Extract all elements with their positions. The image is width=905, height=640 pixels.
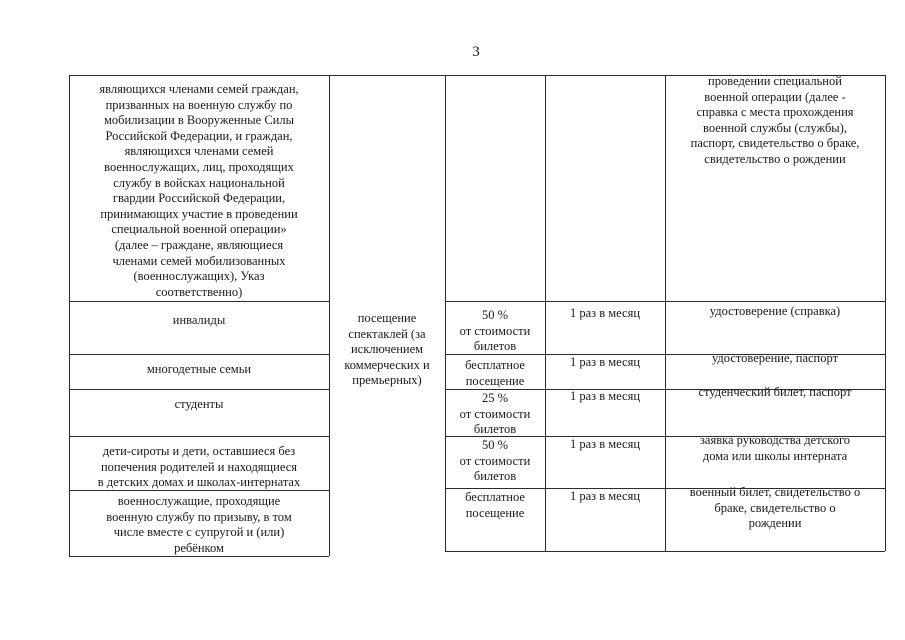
documents-cell: студенческий билет, паспорт (698, 385, 852, 399)
category-cell: студенты (174, 397, 224, 411)
service-cell: посещение спектаклей (за исключением коммерческих и премьерных) (344, 311, 430, 388)
discount-cell: бесплатное посещение (465, 358, 525, 388)
row-divider (69, 301, 329, 302)
documents-cell: удостоверение (справка) (709, 304, 841, 318)
frequency-cell: 1 раз в месяц (569, 355, 641, 369)
discount-cell: 50 % от стоимости билетов (459, 438, 531, 484)
category-cell-continuation: являющихся членами семей граждан, призванных на военную службу по мобилизации в Вооруженные Силы Российской Федерации, и граждан, являющихся членами семей военнослужащих, лиц, проходящих службу в войсках национальной гвардии Российской Федерации, принимающих участие в проведении специальной военной операции» (далее – граждане, являющиеся членами семей мобилизованных (военнослужащих), Указ соответственно) (99, 82, 299, 299)
row-divider (69, 389, 329, 390)
documents-cell-continuation: проведении специальной военной операции (далее - справка с места прохождения военной службы (службы), паспорт, свидетельство о браке, свидетельство о рождении (690, 74, 860, 166)
discount-cell: 25 % от стоимости билетов (459, 391, 531, 437)
frequency-cell: 1 раз в месяц (569, 306, 641, 320)
table-border-bottom (445, 551, 885, 552)
frequency-cell: 1 раз в месяц (569, 389, 641, 403)
column-divider (885, 75, 886, 551)
page-number: 3 (472, 44, 480, 60)
frequency-cell: 1 раз в месяц (569, 489, 641, 503)
frequency-cell: 1 раз в месяц (569, 437, 641, 451)
documents-cell: удостоверение, паспорт (711, 351, 839, 365)
discount-cell: 50 % от стоимости билетов (459, 308, 531, 354)
category-cell: дети-сироты и дети, оставшиеся без попечения родителей и находящиеся в детских домах и школах-интернатах (97, 444, 301, 490)
discount-cell: бесплатное посещение (465, 490, 525, 520)
documents-cell: военный билет, свидетельство о браке, свидетельство о рождении (689, 485, 861, 531)
category-cell: многодетные семьи (146, 362, 252, 376)
category-cell: военнослужащие, проходящие военную службу по призыву, в том числе вместе с супругой и (или) ребёнком (106, 494, 292, 555)
documents-cell: заявка руководства детского дома или школы интерната (699, 433, 851, 463)
category-cell: инвалиды (172, 313, 226, 327)
row-divider (69, 436, 329, 437)
row-divider (69, 354, 329, 355)
